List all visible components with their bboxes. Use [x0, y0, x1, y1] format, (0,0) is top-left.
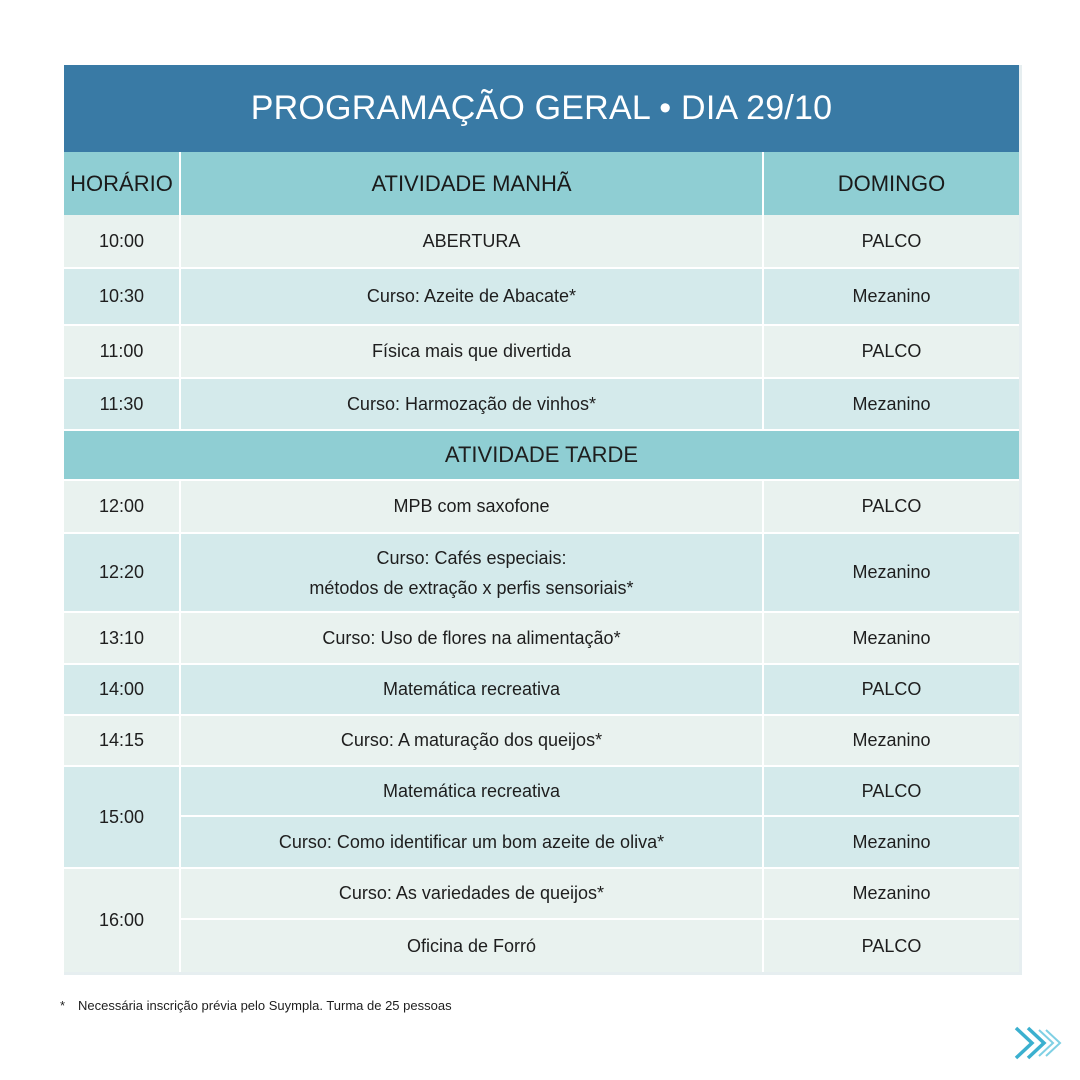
place-cell: PALCO — [764, 665, 1019, 714]
time-cell: 14:00 — [64, 665, 181, 714]
time-cell: 12:00 — [64, 481, 181, 532]
time-cell: 12:20 — [64, 534, 181, 611]
table-row — [64, 716, 1019, 765]
table-row — [64, 326, 1019, 377]
table-row — [64, 613, 1019, 663]
place-cell: PALCO — [764, 481, 1019, 532]
activity-stack — [181, 869, 764, 972]
place-cell: PALCO — [764, 767, 1019, 817]
place-cell: PALCO — [764, 215, 1019, 267]
table-row — [64, 379, 1019, 429]
footnote-mark: * — [60, 998, 66, 1013]
activity-cell — [181, 534, 764, 611]
time-cell: 11:00 — [64, 326, 181, 377]
header-day: DOMINGO — [764, 152, 1019, 215]
activity-cell: Curso: Azeite de Abacate* — [181, 269, 764, 324]
table-row — [64, 534, 1019, 611]
place-cell: Mezanino — [764, 269, 1019, 324]
activity-cell: ABERTURA — [181, 215, 764, 267]
activity-cell: Curso: Como identificar um bom azeite de oliva* — [181, 817, 762, 867]
activity-cell: MPB com saxofone — [181, 481, 764, 532]
activity-stack — [181, 767, 764, 867]
time-cell: 16:00 — [64, 869, 181, 972]
time-cell: 10:00 — [64, 215, 181, 267]
place-stack — [764, 869, 1019, 972]
time-cell: 15:00 — [64, 767, 181, 867]
time-cell: 13:10 — [64, 613, 181, 663]
place-cell: Mezanino — [764, 869, 1019, 920]
table-row — [64, 481, 1019, 532]
section-label: ATIVIDADE TARDE — [64, 431, 1019, 479]
activity-cell: Curso: Harmozação de vinhos* — [181, 379, 764, 429]
activity-cell: Oficina de Forró — [181, 920, 762, 972]
section-header-afternoon — [64, 431, 1019, 479]
place-cell: PALCO — [764, 920, 1019, 972]
place-cell: PALCO — [764, 326, 1019, 377]
time-cell: 10:30 — [64, 269, 181, 324]
activity-cell: Curso: As variedades de queijos* — [181, 869, 762, 920]
table-row-group — [64, 869, 1019, 972]
place-cell: Mezanino — [764, 613, 1019, 663]
place-cell: Mezanino — [764, 716, 1019, 765]
time-cell: 14:15 — [64, 716, 181, 765]
time-cell: 11:30 — [64, 379, 181, 429]
table-row — [64, 665, 1019, 714]
schedule-table — [64, 65, 1022, 975]
table-row — [64, 215, 1019, 267]
activity-cell: Matemática recreativa — [181, 665, 764, 714]
footnote-text: Necessária inscrição prévia pelo Suympla. Turma de 25 pessoas — [78, 998, 452, 1013]
table-row-group — [64, 767, 1019, 867]
place-cell: Mezanino — [764, 534, 1019, 611]
activity-line: Curso: Cafés especiais: — [376, 547, 567, 568]
activity-cell: Curso: Uso de flores na alimentação* — [181, 613, 764, 663]
footnote — [60, 998, 452, 1013]
activity-line: métodos de extração x perfis sensoriais* — [309, 577, 634, 598]
double-chevron-right-icon[interactable] — [1012, 1024, 1064, 1062]
place-cell: Mezanino — [764, 379, 1019, 429]
activity-cell: Curso: A maturação dos queijos* — [181, 716, 764, 765]
place-stack — [764, 767, 1019, 867]
activity-cell: Física mais que divertida — [181, 326, 764, 377]
place-cell: Mezanino — [764, 817, 1019, 867]
page-title: PROGRAMAÇÃO GERAL • DIA 29/10 — [64, 65, 1019, 152]
header-activity-morning: ATIVIDADE MANHÃ — [181, 152, 764, 215]
table-header-row — [64, 152, 1019, 215]
table-row — [64, 269, 1019, 324]
header-time: HORÁRIO — [64, 152, 181, 215]
activity-cell: Matemática recreativa — [181, 767, 762, 817]
